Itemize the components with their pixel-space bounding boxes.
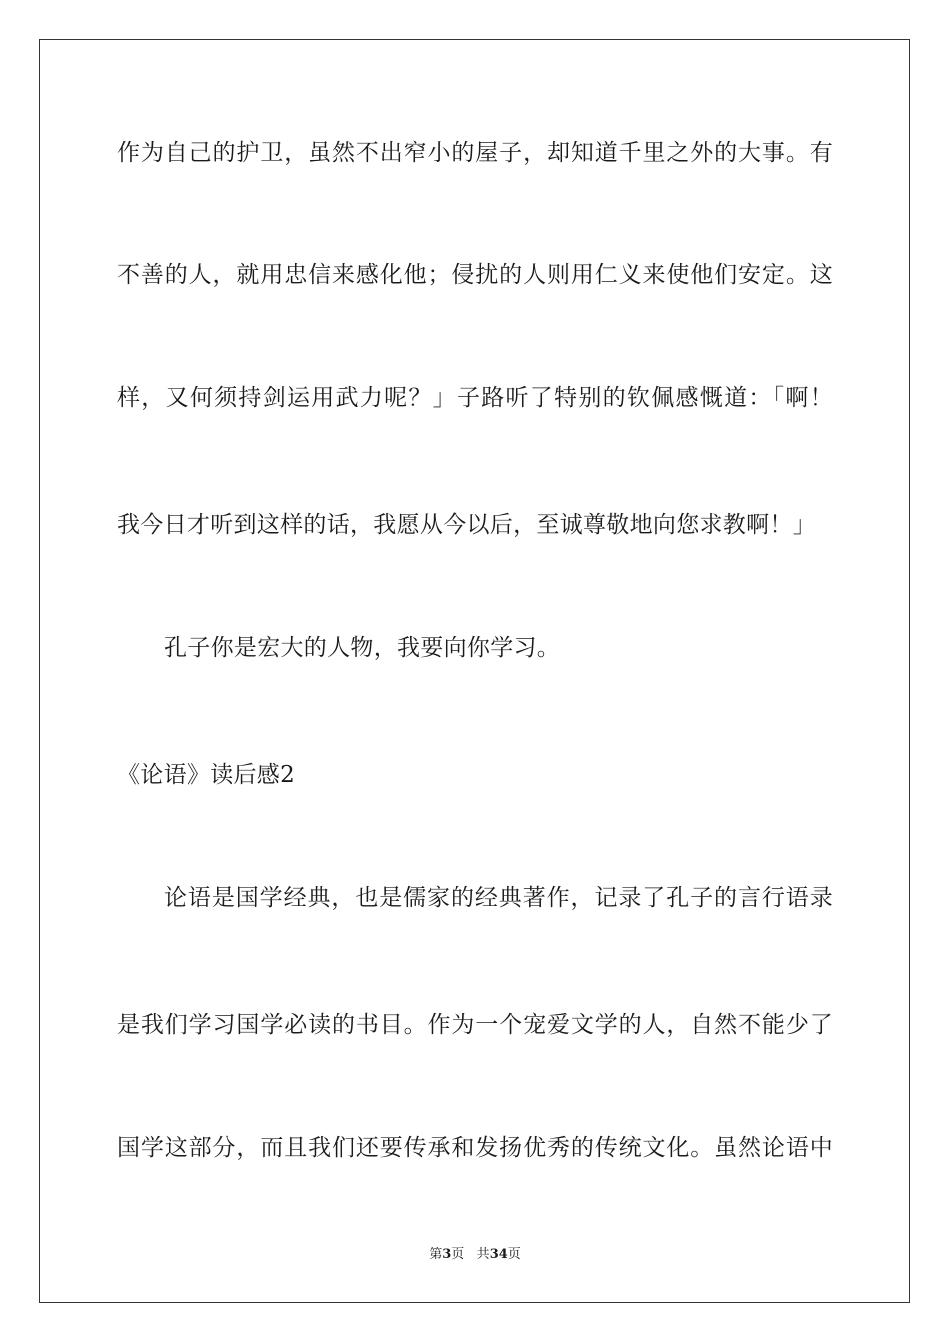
footer-page-prefix: 第 [429,1247,443,1262]
body-line-7: 国学这部分，而且我们还要传承和发扬优秀的传统文化。虽然论语中 [117,1135,833,1161]
section-heading: 《论语》读后感2 [117,762,296,788]
body-line-3: 样，又何须持剑运用武力呢？」子路听了特别的钦佩感慨道：「啊！ [117,385,833,411]
footer-page-suffix: 页 [451,1247,465,1262]
paragraph-closing-line: 孔子你是宏大的人物，我要向你学习。 [164,635,561,661]
page-border [39,39,910,1303]
footer-total-prefix: 共 [476,1247,490,1262]
body-line-1: 作为自己的护卫，虽然不出窄小的屋子，却知道千里之外的大事。有 [117,140,833,166]
footer-page-number: 3 [442,1247,452,1262]
footer-total-pages: 34 [489,1247,508,1262]
body-line-5: 论语是国学经典，也是儒家的经典著作，记录了孔子的言行语录 [164,885,833,911]
body-line-4: 我今日才听到这样的话，我愿从今以后，至诚尊敬地向您求教啊！」 [117,512,816,538]
page-footer [0,1246,950,1264]
body-line-6: 是我们学习国学必读的书目。作为一个宠爱文学的人，自然不能少了 [117,1012,833,1038]
body-line-2: 不善的人，就用忠信来感化他；侵扰的人则用仁义来使他们安定。这 [117,262,833,288]
footer-total-suffix: 页 [507,1247,521,1262]
